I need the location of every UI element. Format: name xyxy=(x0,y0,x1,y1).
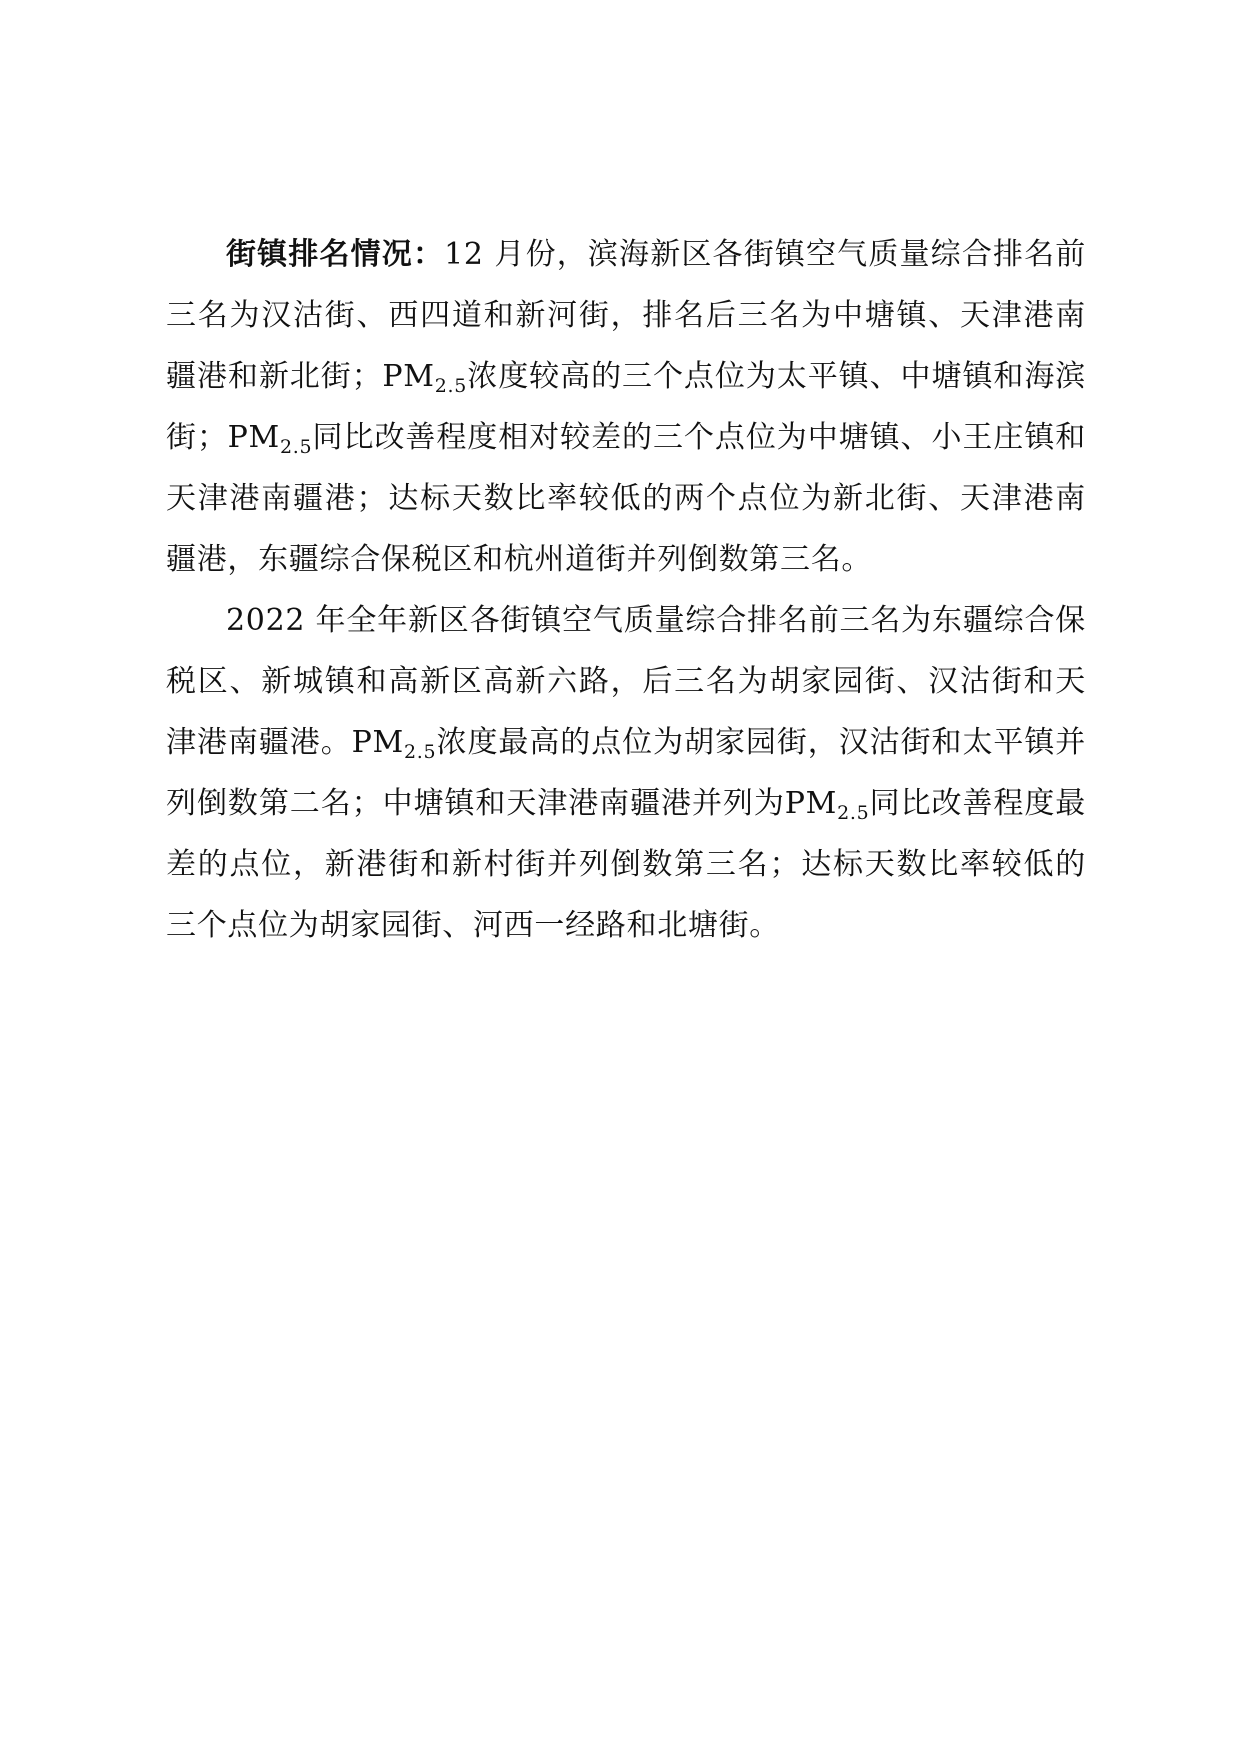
pm25-label xyxy=(382,359,468,397)
body-text xyxy=(166,224,1086,956)
pm25-subscript: 2.5 xyxy=(434,375,468,397)
paragraph2-run3: 同比改善程度最差的点位，新港街和新村街并列倒数第三名；达标天数比率较低的三个点位为胡家园街、河西一经路和北塘街。 xyxy=(166,786,1086,943)
paragraph1-run1: 12 月份，滨海新区各街镇空气质量综合排名前三名为汉沽街、西四道和新河街，排名后三名为中塘镇、天津港南疆港和新北街； xyxy=(166,237,1087,394)
paragraph1-run2: 浓度较高的三个点位为太平镇、中塘镇和海滨街； xyxy=(166,359,1086,455)
paragraph-annual-ranking-2022 xyxy=(166,590,1086,956)
pm25-main: PM xyxy=(382,359,435,394)
paragraph2-run1: 2022 年全年新区各街镇空气质量综合排名前三名为东疆综合保税区、新城镇和高新区高新六路，后三名为胡家园街、汉沽街和天津港南疆港。 xyxy=(166,603,1086,760)
section-heading: 街镇排名情况： xyxy=(226,237,445,272)
paragraph1-run3: 同比改善程度相对较差的三个点位为中塘镇、小王庄镇和天津港南疆港；达标天数比率较低的两个点位为新北街、天津港南疆港，东疆综合保税区和杭州道街并列倒数第三名。 xyxy=(166,420,1087,577)
pm25-main: PM xyxy=(227,420,280,455)
pm25-main: PM xyxy=(784,786,838,821)
pm25-main: PM xyxy=(351,725,404,760)
pm25-subscript: 2.5 xyxy=(279,436,313,458)
pm25-subscript: 2.5 xyxy=(403,741,437,763)
pm25-label xyxy=(784,786,870,824)
pm25-subscript: 2.5 xyxy=(837,802,870,824)
paragraph2-run2: 浓度最高的点位为胡家园街，汉沽街和太平镇并列倒数第二名；中塘镇和天津港南疆港并列为 xyxy=(166,725,1086,821)
pm25-label xyxy=(351,725,437,763)
pm25-label xyxy=(227,420,313,458)
paragraph-street-ranking-december xyxy=(166,224,1086,590)
